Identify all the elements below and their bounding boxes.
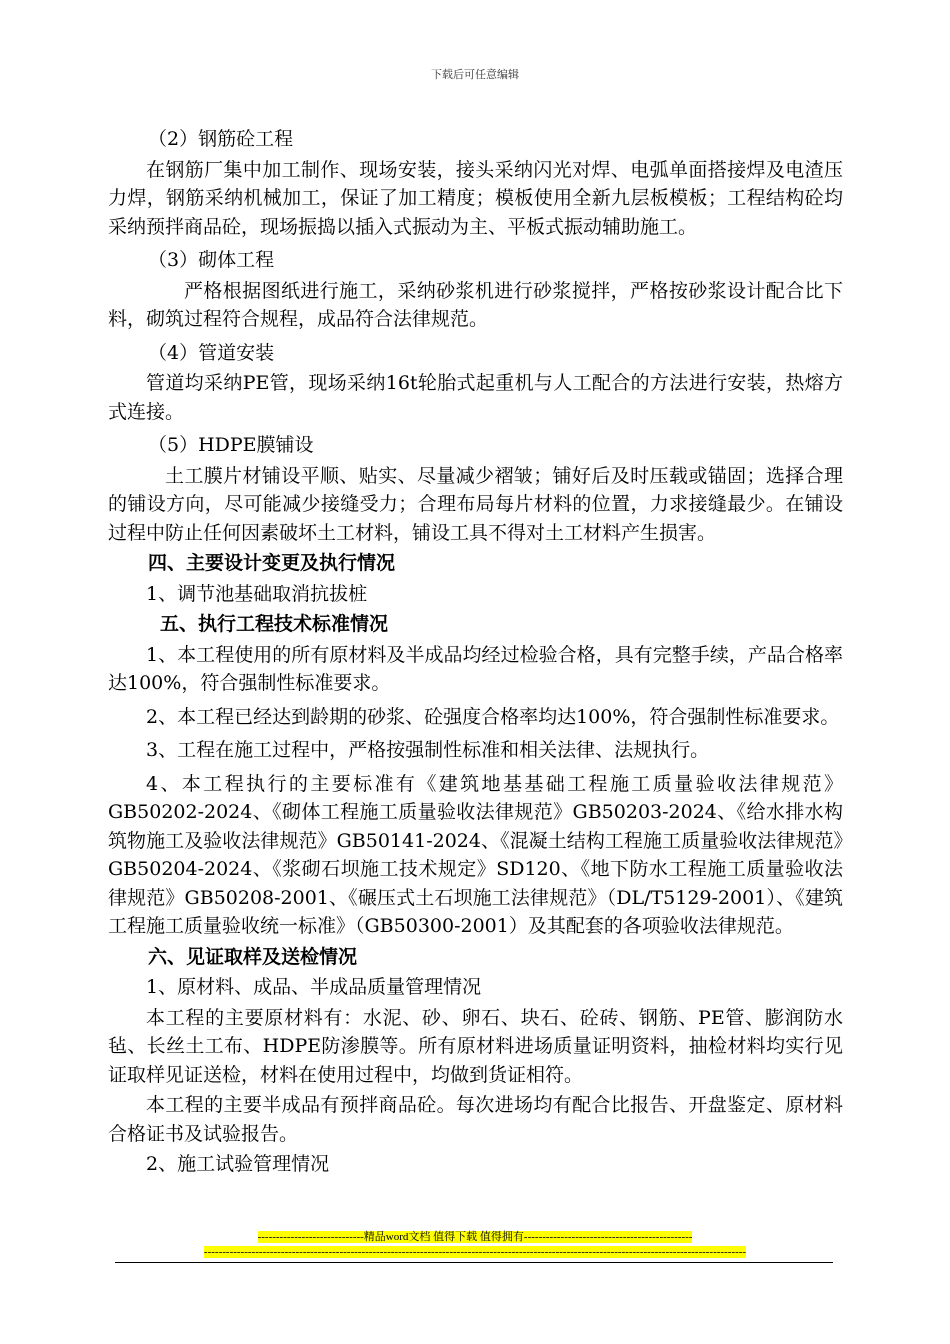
section-title-rebar-concrete: （2）钢筋砼工程: [148, 128, 294, 150]
item-sampling-2: 2、施工试验管理情况: [146, 1153, 330, 1175]
item-standards-4: 4、本工程执行的主要标准有《建筑地基基础工程施工质量验收法律规范》GB50202-2024、《砌体工程施工质量验收法律规范》GB50203-2024、《给水排水构筑物施工及验收法律规范》GB50141-2024、《混凝土结构工程施工质量验收法律规范》GB50204-2024、《浆砌石坝施工技术规定》SD120、《地下防水工程施工质量验收法律规范》GB50208-2001、《碾压式土石坝施工法律规范》（DL/T5129-2001）、《建筑工程施工质量验收统一标准》（GB50300-2001）及其配套的各项验收法律规范。: [108, 772, 843, 937]
footer-rule: [115, 1262, 833, 1263]
item-standards-3: 3、工程在施工过程中，严格按强制性标准和相关法律、法规执行。: [146, 739, 710, 761]
paragraph-rebar-concrete: 在钢筋厂集中加工制作、现场安装，接头采纳闪光对焊、电弧单面搭接焊及电渣压力焊，钢筋采纳机械加工，保证了加工精度；模板使用全新九层板模板；工程结构砼均采纳预拌商品砼，现场振捣以插入式振动为主、平板式振动辅助施工。: [108, 158, 843, 238]
section-title-masonry: （3）砌体工程: [148, 249, 275, 271]
paragraph-sampling-materials: 本工程的主要原材料有：水泥、砂、卵石、块石、砼砖、钢筋、PE管、膨润防水毡、长丝土工布、HDPE防渗膜等。所有原材料进场质量证明资料，抽检材料均实行见证取样见证送检，材料在使用过程中，均做到货证相符。: [108, 1006, 843, 1086]
item-standards-2: 2、本工程已经达到龄期的砂浆、砼强度合格率均达100%，符合强制性标准要求。: [146, 705, 840, 728]
section-title-pipeline: （4）管道安装: [148, 341, 275, 364]
heading-design-changes: 四、主要设计变更及执行情况: [148, 552, 396, 574]
footer-banner: [0, 1228, 950, 1244]
paragraph-masonry: 严格根据图纸进行施工，采纳砂浆机进行砂浆搅拌，严格按砂浆设计配合比下料，砌筑过程符合规程，成品符合法律规范。: [108, 279, 843, 330]
heading-sampling: 六、见证取样及送检情况: [148, 945, 358, 968]
footer-dashes-text: ----------------------------------------------------------------------------------------------------------------------------------------------------: [203, 1246, 747, 1258]
item-standards-1: 1、本工程使用的所有原材料及半成品均经过检验合格，具有完整手续，产品合格率达100%，符合强制性标准要求。: [108, 643, 843, 694]
item-sampling-1: 1、原材料、成品、半成品质量管理情况: [146, 976, 482, 998]
document-body: [108, 120, 843, 1179]
heading-standards: 五、执行工程技术标准情况: [160, 613, 389, 635]
footer-banner-text: -----------------------------精品word文档 值得下载 值得拥有----------------------------------------------: [257, 1231, 693, 1243]
footer-dashes: [0, 1246, 950, 1258]
header-note: 下载后可任意编辑: [431, 68, 519, 81]
paragraph-pipeline: 管道均采纳PE管，现场采纳16t轮胎式起重机与人工配合的方法进行安装，热熔方式连接。: [108, 372, 843, 423]
section-title-hdpe: （5）HDPE膜铺设: [148, 434, 314, 456]
item-design-change-1: 1、调节池基础取消抗拔桩: [146, 582, 368, 605]
paragraph-hdpe: 土工膜片材铺设平顺、贴实、尽量减少褶皱；铺好后及时压载或锚固；选择合理的铺设方向，尽可能减少接缝受力；合理布局每片材料的位置，力求接缝最少。在铺设过程中防止任何因素破坏土工材料，铺设工具不得对土工材料产生损害。: [108, 464, 843, 544]
paragraph-sampling-semifinished: 本工程的主要半成品有预拌商品砼。每次进场均有配合比报告、开盘鉴定、原材料合格证书及试验报告。: [108, 1094, 843, 1145]
